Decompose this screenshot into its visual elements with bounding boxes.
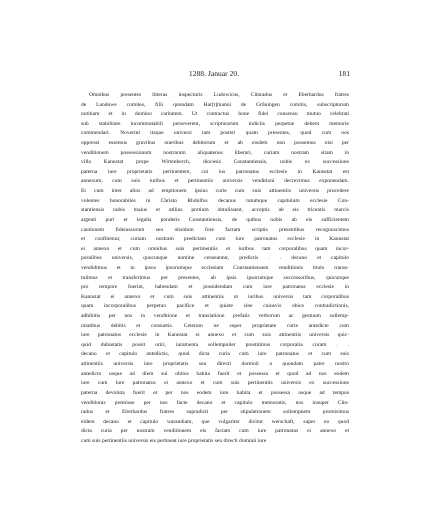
text-line: Kannstat ei annexo et cum suis attinentiis ut iuribus universis tam corporalibus bbox=[81, 293, 349, 300]
text-line: dicta curia per nostram venditionem eis factam cum iure patronatus ei annexo et bbox=[81, 428, 349, 435]
text-line: de Landowe comites, filii quondam Har[t]manni de Grůningen comitis, subscriptorum bbox=[81, 101, 349, 108]
text-line: iure patronatus ecclesie in Kannstat ei annexo et cum suis attinentiis universis quic- bbox=[81, 332, 349, 339]
running-head bbox=[78, 69, 350, 79]
document-body bbox=[81, 91, 349, 447]
text-line: iure cum iure patronatus ei annexo et cum suis pertinentiis universis ex successione bbox=[81, 380, 349, 387]
text-line: stantiensis nobis maius et utilius pretium obtulissent, acceptis ab eis tricentis marcis bbox=[81, 207, 349, 214]
text-line: nitatibus debitis et consuetis. Ceterum ne super proprietate curie antedicte cum bbox=[81, 322, 349, 329]
text-line: paterna devoluta fuerit et per nos eodem iure habita et possessa usque ad tempus bbox=[81, 389, 349, 396]
text-line: decano et capitulo antedictis, quod dicta curia cum iure patronatus et cum suis bbox=[81, 351, 349, 358]
text-line: annexum, cum suis iuribus et pertinentiis universis venditioni decrevimus exponendam. bbox=[81, 178, 349, 185]
page-number: 181 bbox=[338, 69, 350, 78]
text-line: Et cum inter alios ad emptionem ipsius curie cum suis attinentiis universis procedere bbox=[81, 188, 349, 195]
text-line: notitiam et in domino caritatem. Ut contractus bone fidei consensu mutuo celebrati bbox=[81, 111, 349, 118]
text-line: villa Kannstat prope Wirtenberch, diocesis Constantiensis, nobis ex successione bbox=[81, 159, 349, 166]
text-line: antedicto usque ad diem sui obitus habita fuerit et possessa et quod ad nos eodem bbox=[81, 370, 349, 377]
text-line: pro tempore fuerint, habendam et possidendam cum iure patronatus ecclesie in bbox=[81, 284, 349, 291]
text-line: venditionis premisse per nos facte decano et capitulo memoratis, nos insuper Cůn- bbox=[81, 399, 349, 406]
text-line: eidem decano et capitulo warandiam, que vulgariter dicitur werschaft, super eo quod bbox=[81, 418, 349, 425]
running-head-title: 1288. Januar 20. bbox=[188, 69, 240, 78]
text-line: paterna iure proprietatis pertinentem, cui ius patronatus ecclesie in Kannstat est bbox=[81, 168, 349, 175]
text-line: ei annexo et cum omnibus suis pertinentiis et iuribus tam corporalibus quam incor- bbox=[81, 245, 349, 252]
text-line: et confitemur, curiam nostram predictam cum iure patronatus ecclesie in Kannstat bbox=[81, 236, 349, 243]
text-line: poralibus universis, quocunque nomine censeantur, predictis . . decano et capitulo bbox=[81, 255, 349, 262]
text-line: vendidimus et in ipsos ipsorumque ecclesiam Constantiensem venditionis titulo transs- bbox=[81, 264, 349, 271]
text-line: sub stabilitate incommutabili perseverent, scripturarum indiciis perpetue debent memorie bbox=[81, 120, 349, 127]
text-line: oppressi essemus gravibus oneribus debitorum et ab eisdem non possemus nisi per bbox=[81, 140, 349, 147]
text-line: cum suis pertinentiis universis eis pertineat iure proprietatis seu directi dominii iure bbox=[81, 437, 267, 444]
text-line: attinentiis universis iure proprietatis seu directi dominii a quondam patre nostro bbox=[81, 361, 349, 368]
text-line: volentes honorabiles in Christo Rhdolfus decanus totumque capitulum ecclesie Con- bbox=[81, 197, 349, 204]
text-line: quam incorporalibus perpetuo pacifice et quiete sine cuiusvis obice contradictionis, bbox=[81, 303, 349, 310]
text-line: radus et Eberhardus fratres supradicti per stipulationem sollempnem promisimus bbox=[81, 409, 349, 416]
text-line: cautionem fideiussorum seu obsidum fore factam scriptis presentibus recognoscimus bbox=[81, 226, 349, 233]
text-line: venditionem possessionum nostrarum aliquatenus liberari, curiam nostram sitam in bbox=[81, 149, 349, 156]
text-line: argenti puri et legalis ponderis Constantiensis, de quibus nobis ab eis sufficientem bbox=[81, 216, 349, 223]
text-line: quid dubietatis possit oriri, iuramenta sollempniter prestitimus corporalia coram . . bbox=[81, 341, 349, 348]
text-line: adhibitis per nos in venditione et translatione prefatis verborum ac gestuum sollemp- bbox=[81, 313, 349, 320]
text-line: Omnibus presentes litteras inspecturis Ludowicus, Cůnradus et Eberhardus fratres bbox=[89, 92, 349, 98]
text-line: tulimus et transferimus per presentes, ab ipsis ipsorumque successoribus, quicunque bbox=[81, 274, 349, 281]
text-line: commendari. Noverint itaque universi tam posteri quam presentes, quod cum nos bbox=[81, 130, 349, 137]
